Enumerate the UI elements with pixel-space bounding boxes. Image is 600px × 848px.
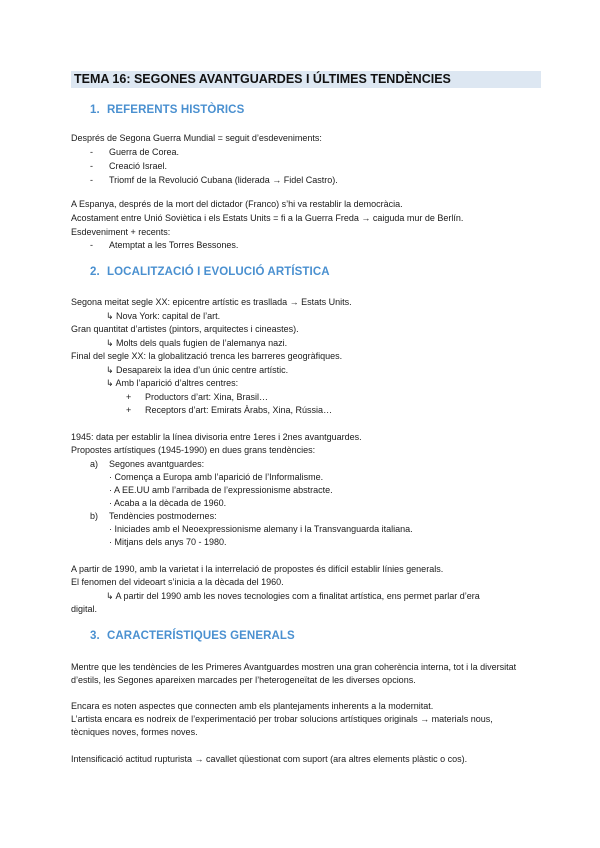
list-dash: - [90, 147, 93, 157]
sub-item: ↳ Desapareix la idea d’un únic centre artístic. [106, 365, 289, 375]
sub-item: · Mitjans dels anys 70 - 1980. [109, 537, 227, 547]
section-number: 2. [90, 266, 100, 278]
list-dash: - [90, 240, 93, 250]
plus-bullet: + [126, 392, 132, 402]
paragraph: Encara es noten aspectes que connecten amb els plantejaments inherents a la modernitat. [71, 701, 434, 711]
sub-item: ↳ A partir del 1990 amb les noves tecnologies com a finalitat artística, ens permet parlar d’era [106, 591, 480, 601]
list-item: Receptors d’art: Emirats Àrabs, Xina, Rússia… [145, 405, 333, 415]
section-title: LOCALITZACIÓ I EVOLUCIÓ ARTÍSTICA [107, 266, 330, 278]
paragraph: El fenomen del videoart s’inicia a la dècada del 1960. [71, 577, 284, 587]
paragraph: Final del segle XX: la globalització trenca les barreres geogràfiques. [71, 351, 343, 361]
sub-item: ↳ Molts dels quals fugien de l’alemanya nazi. [106, 338, 288, 348]
list-item: Guerra de Corea. [109, 147, 180, 157]
list-dash: - [90, 161, 93, 171]
document-title: TEMA 16: SEGONES AVANTGUARDES I ÚLTIMES TENDÈNCIES [71, 71, 541, 88]
paragraph: Després de Segona Guerra Mundial = seguit d’esdeveniments: [71, 133, 322, 143]
paragraph: A partir de 1990, amb la varietat i la interrelació de propostes és difícil establir línies generals. [71, 564, 444, 574]
sub-item: · Iniciades amb el Neoexpressionisme alemany i la Transvanguarda italiana. [109, 524, 413, 534]
list-dash: - [90, 175, 93, 185]
list-item: Triomf de la Revolució Cubana (liderada → Fidel Castro). [109, 175, 338, 185]
paragraph: Propostes artístiques (1945-1990) en dues grans tendències: [71, 445, 316, 455]
list-item-title: Segones avantguardes: [109, 459, 205, 469]
list-item: Atemptat a les Torres Bessones. [109, 240, 239, 250]
list-label-a: a) [90, 459, 99, 469]
section-heading-1 [90, 104, 244, 116]
sub-item: · A EE.UU amb l’arribada de l’expressionisme abstracte. [109, 485, 333, 495]
paragraph: digital. [71, 604, 98, 614]
paragraph: Segona meitat segle XX: epicentre artístic es trasllada → Estats Units. [71, 297, 352, 307]
paragraph: Mentre que les tendències de les Primeres Avantguardes mostren una gran coherència interna, tot i la diversitat d’estils, les Segones apareixen marcades per l’heterogeneïtat de les diverses opcions. [71, 662, 517, 685]
section-title: REFERENTS HISTÒRICS [107, 104, 245, 116]
section-heading-2 [90, 266, 330, 278]
paragraph: Acostament entre Unió Soviètica i els Estats Units = fi a la Guerra Freda → caiguda mur de Berlín. [71, 213, 464, 223]
paragraph: 1945: data per establir la línea divisoria entre 1eres i 2nes avantguardes. [71, 432, 362, 442]
list-item-title: Tendències postmodernes: [109, 511, 217, 521]
paragraph: Esdeveniment + recents: [71, 227, 171, 237]
section-heading-3 [90, 630, 295, 642]
sub-item: ↳ Amb l’aparició d’altres centres: [106, 378, 239, 388]
paragraph: Gran quantitat d’artistes (pintors, arquitectes i cineastes). [71, 324, 299, 334]
plus-bullet: + [126, 405, 132, 415]
section-title: CARACTERÍSTIQUES GENERALS [107, 630, 295, 642]
list-label-b: b) [90, 511, 99, 521]
paragraph: Intensificació actitud rupturista → cavallet qüestionat com suport (ara altres elements plàstic o cos). [71, 754, 468, 764]
paragraph: L’artista encara es nodreix de l’experimentació per trobar solucions artístiques originals → materials nous, tècniques noves, formes noves. [71, 714, 493, 737]
section-number: 1. [90, 104, 100, 116]
list-item: Productors d’art: Xina, Brasil… [145, 392, 269, 402]
sub-item: · Acaba a la dècada de 1960. [109, 498, 227, 508]
list-item: Creació Israel. [109, 161, 168, 171]
sub-item: · Comença a Europa amb l’aparició de l’Informalisme. [109, 472, 324, 482]
sub-item: ↳ Nova York: capital de l’art. [106, 311, 221, 321]
paragraph: A Espanya, després de la mort del dictador (Franco) s’hi va restablir la democràcia. [71, 199, 403, 209]
section-number: 3. [90, 630, 100, 642]
